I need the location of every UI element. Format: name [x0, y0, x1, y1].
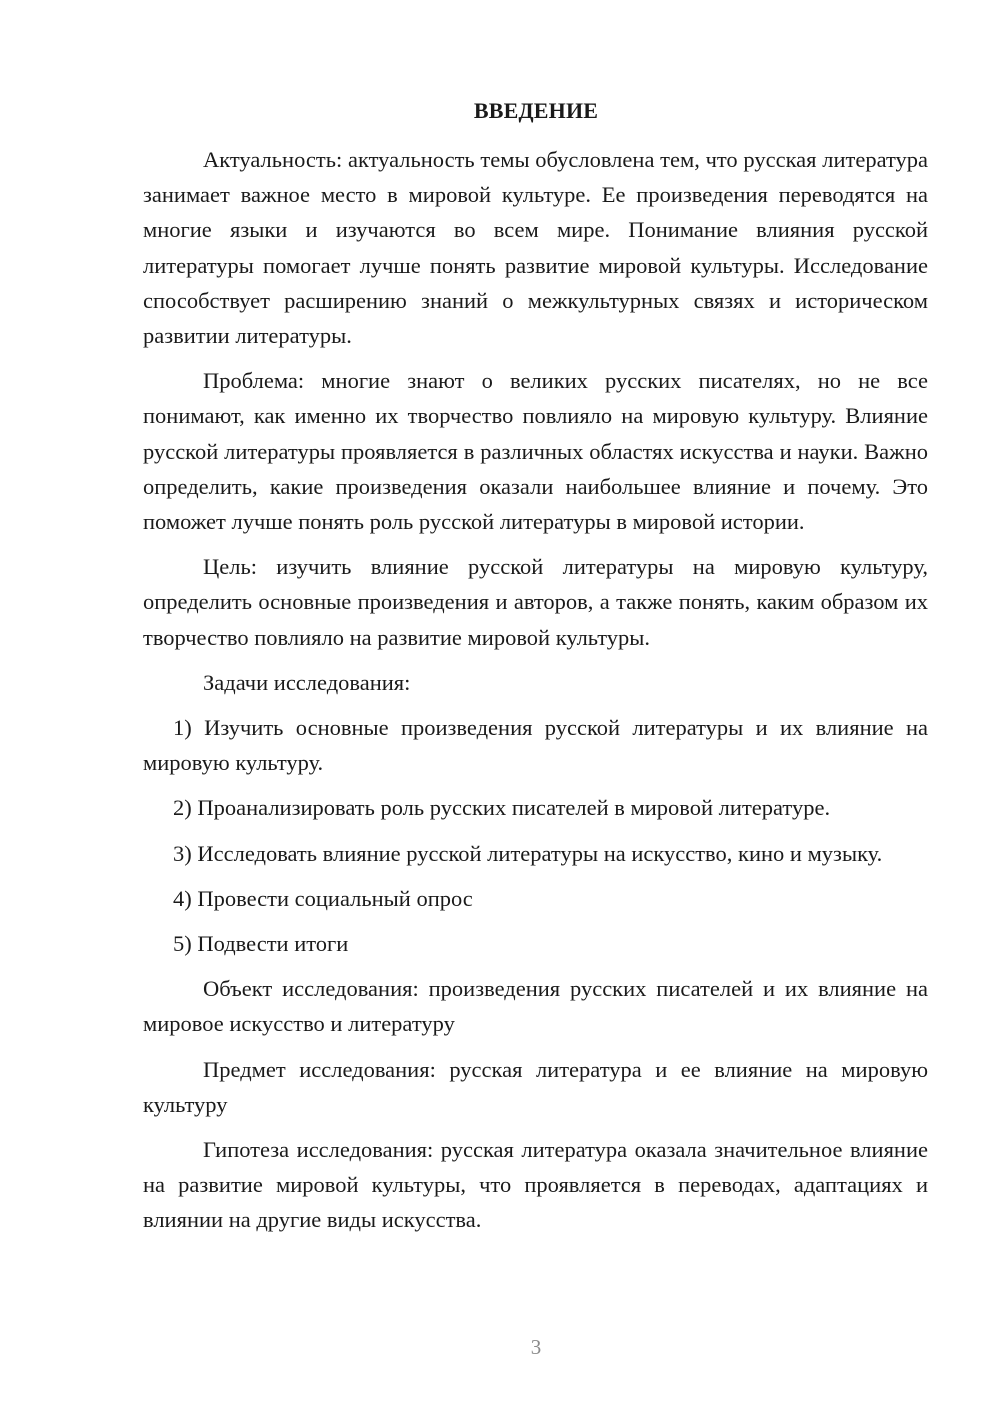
page-number: 3	[530, 1335, 542, 1359]
task-item: 4) Провести социальный опрос	[173, 885, 473, 911]
paragraph-relevance: Актуальность: актуальность темы обусловлена тем, что русская литература занимает важное место в мировой культуре. Ее произведения переводятся на многие языки и изучаются во всем мире. Понимание влияния русской литературы помогает лучше понять развитие мировой культуры. Исследование способствует расширению знаний о межкультурных связях и историческом развитии литературы.	[143, 147, 928, 349]
page-title: ВВЕДЕНИЕ	[473, 98, 599, 123]
task-item: 2) Проанализировать роль русских писателей в мировой литературе.	[173, 795, 831, 821]
paragraph-hypothesis: Гипотеза исследования: русская литература оказала значительное влияние на развитие мировой культуры, что проявляется в переводах, адаптациях и влиянии на другие виды искусства.	[143, 1137, 928, 1233]
paragraph-object: Объект исследования: произведения русских писателей и их влияние на мировое искусство и литературу	[143, 976, 928, 1037]
task-item: 1) Изучить основные произведения русской литературы и их влияние на мировую культуру.	[143, 715, 928, 776]
paragraph-subject: Предмет исследования: русская литература и ее влияние на мировую культуру	[143, 1056, 928, 1117]
task-item: 5) Подвести итоги	[173, 931, 349, 957]
paragraph-problem: Проблема: многие знают о великих русских писателях, но не все понимают, как именно их творчество повлияло на мировую культуру. Влияние русской литературы проявляется в различных областях искусства и науки. Важно определить, какие произведения оказали наибольшее влияние и почему. Это поможет лучше понять роль русской литературы в мировой истории.	[143, 368, 928, 535]
task-item: 3) Исследовать влияние русской литературы на искусство, кино и музыку.	[173, 840, 883, 866]
paragraph-goal: Цель: изучить влияние русской литературы на мировую культуру, определить основные произведения и авторов, а также понять, каким образом их творчество повлияло на развитие мировой культуры.	[143, 554, 928, 650]
document-body	[143, 142, 928, 1248]
paragraph-tasks-heading: Задачи исследования:	[203, 669, 411, 695]
